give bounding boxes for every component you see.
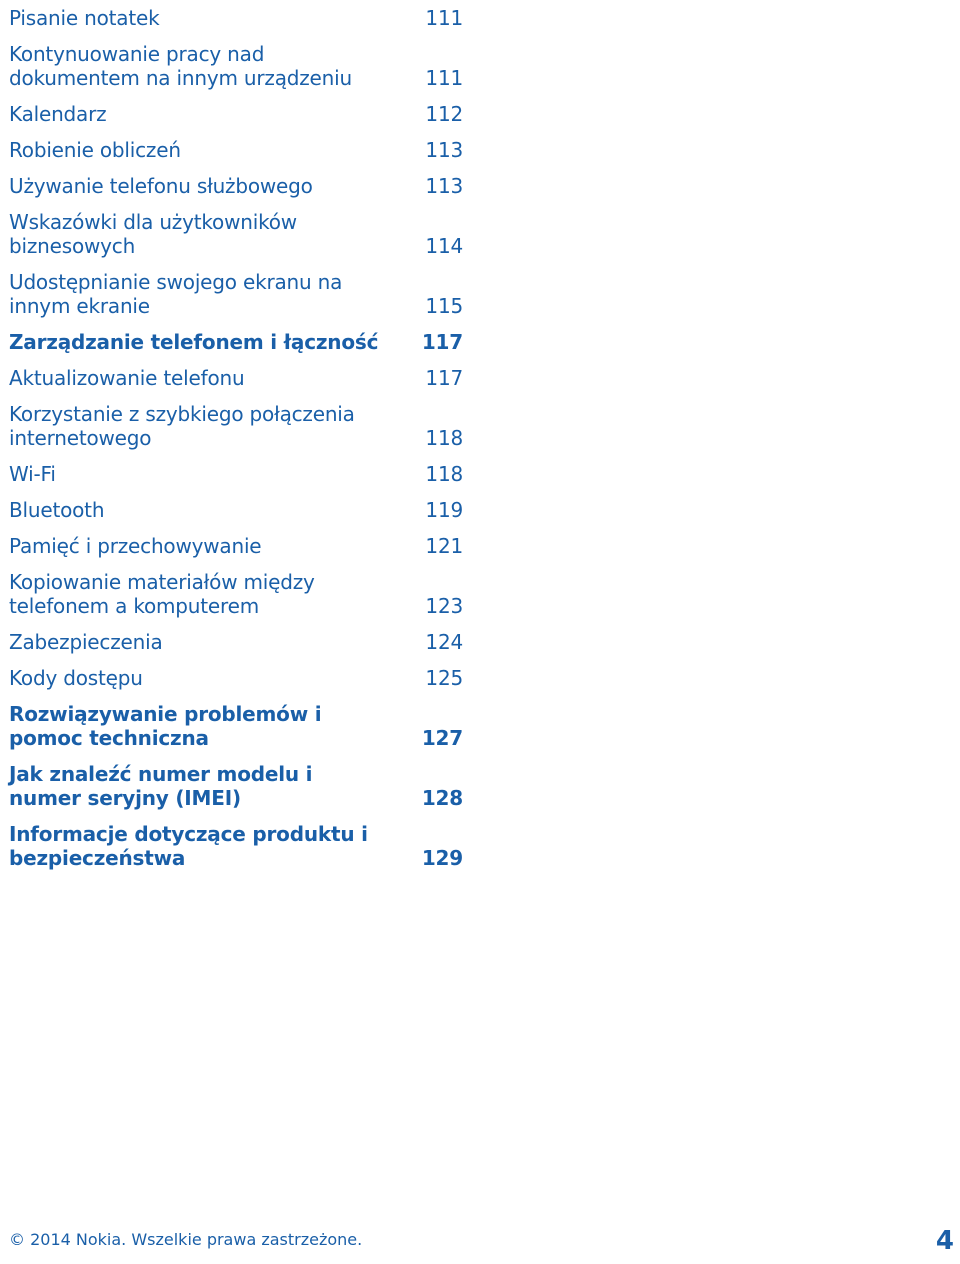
toc-entry-title: Bluetooth	[9, 498, 105, 522]
toc-entry-title: Używanie telefonu służbowego	[9, 174, 313, 198]
toc-entry-title: Wskazówki dla użytkowników biznesowych	[9, 210, 297, 258]
toc-entry-title: Aktualizowanie telefonu	[9, 366, 245, 390]
toc-entry-title: Robienie obliczeń	[9, 138, 181, 162]
toc-entry-page: 127	[421, 726, 463, 750]
toc-entry-title: Rozwiązywanie problemów i pomoc techniczna	[9, 702, 322, 750]
footer-copyright: © 2014 Nokia. Wszelkie prawa zastrzeżone.	[9, 1230, 363, 1249]
toc-entry-page: 121	[425, 534, 463, 558]
toc-entry-title: Zarządzanie telefonem i łączność	[9, 330, 379, 354]
toc-entry[interactable]	[9, 270, 463, 318]
toc-entry-title: Kody dostępu	[9, 666, 143, 690]
toc-section-heading[interactable]	[9, 330, 463, 354]
toc-entry[interactable]	[9, 138, 463, 162]
toc-entry[interactable]	[9, 498, 463, 522]
toc-entry[interactable]	[9, 102, 463, 126]
toc-entry-page: 117	[425, 366, 463, 390]
toc-entry-title: Pamięć i przechowywanie	[9, 534, 262, 558]
table-of-contents	[9, 6, 463, 882]
toc-entry-page: 112	[425, 102, 463, 126]
toc-entry-title: Zabezpieczenia	[9, 630, 163, 654]
toc-entry[interactable]	[9, 6, 463, 30]
toc-entry[interactable]	[9, 570, 463, 618]
toc-entry-page: 125	[425, 666, 463, 690]
toc-entry-title: Jak znaleźć numer modelu i numer seryjny (IMEI)	[9, 762, 313, 810]
toc-entry-title: Kopiowanie materiałów między telefonem a komputerem	[9, 570, 315, 618]
toc-entry-page: 113	[425, 138, 463, 162]
toc-entry[interactable]	[9, 666, 463, 690]
toc-entry-page: 128	[421, 786, 463, 810]
toc-entry[interactable]	[9, 366, 463, 390]
toc-entry-page: 123	[425, 594, 463, 618]
toc-entry-page: 114	[425, 234, 463, 258]
toc-entry[interactable]	[9, 630, 463, 654]
toc-entry-title: Wi-Fi	[9, 462, 56, 486]
toc-entry-title: Pisanie notatek	[9, 6, 160, 30]
toc-entry-title: Kalendarz	[9, 102, 107, 126]
toc-entry-page: 129	[421, 846, 463, 870]
toc-entry-title: Udostępnianie swojego ekranu na innym ekranie	[9, 270, 343, 318]
toc-section-heading[interactable]	[9, 702, 463, 750]
toc-entry[interactable]	[9, 210, 463, 258]
toc-entry-page: 113	[425, 174, 463, 198]
toc-entry[interactable]	[9, 534, 463, 558]
toc-section-heading[interactable]	[9, 822, 463, 870]
toc-entry-page: 111	[425, 66, 463, 90]
footer-page-number: 4	[935, 1226, 954, 1256]
toc-entry[interactable]	[9, 462, 463, 486]
toc-entry-page: 118	[425, 462, 463, 486]
toc-entry-title: Korzystanie z szybkiego połączenia internetowego	[9, 402, 355, 450]
toc-entry[interactable]	[9, 402, 463, 450]
toc-entry-page: 115	[425, 294, 463, 318]
toc-entry[interactable]	[9, 42, 463, 90]
toc-entry-title: Kontynuowanie pracy nad dokumentem na innym urządzeniu	[9, 42, 352, 90]
toc-entry-page: 118	[425, 426, 463, 450]
toc-entry-page: 117	[421, 330, 463, 354]
toc-entry-page: 111	[425, 6, 463, 30]
toc-entry[interactable]	[9, 174, 463, 198]
toc-section-heading[interactable]	[9, 762, 463, 810]
toc-entry-page: 124	[425, 630, 463, 654]
toc-entry-title: Informacje dotyczące produktu i bezpieczeństwa	[9, 822, 368, 870]
toc-entry-page: 119	[425, 498, 463, 522]
